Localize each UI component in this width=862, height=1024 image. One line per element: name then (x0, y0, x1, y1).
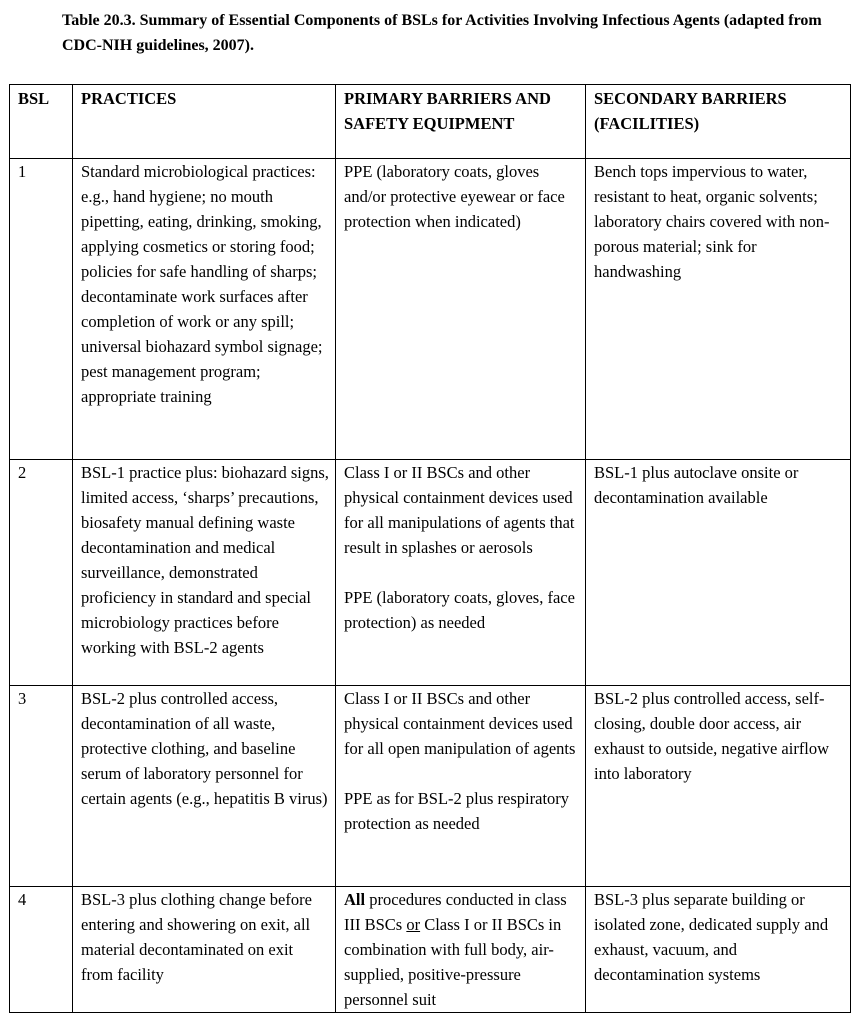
cell-primary-barriers (336, 887, 586, 1013)
header-practices: PRACTICES (73, 85, 336, 159)
header-secondary-barriers: SECONDARY BARRIERS (FACILITIES) (586, 85, 851, 159)
cell-primary-barriers (336, 686, 586, 887)
table-row (10, 460, 851, 686)
cell-secondary-barriers: BSL-3 plus separate building or isolated zone, dedicated supply and exhaust, vacuum, and decontamination systems (586, 887, 851, 1013)
cell-primary-barriers (336, 159, 586, 460)
table-row (10, 159, 851, 460)
header-bsl: BSL (10, 85, 73, 159)
table-caption: Table 20.3. Summary of Essential Components of BSLs for Activities Involving Infectious Agents (adapted from CDC-NIH guidelines, 2007). (62, 12, 822, 54)
cell-practices: Standard microbiological practices: e.g., hand hygiene; no mouth pipetting, eating, drinking, smoking, applying cosmetics or storing food; policies for safe handling of sharps; decontaminate work surfaces after completion of work or any spill; universal biohazard symbol signage; pest management program; appropriate training (73, 159, 336, 460)
primary-barriers-paragraph: Class I or II BSCs and other physical containment devices used for all open manipulation of agents (344, 689, 576, 758)
table-header-row (10, 85, 851, 159)
primary-barriers-paragraph: PPE (laboratory coats, gloves, face protection) as needed (344, 588, 575, 632)
cell-bsl-level: 2 (10, 460, 73, 686)
emphasis-or: or (406, 915, 421, 934)
cell-practices: BSL-3 plus clothing change before entering and showering on exit, all material decontaminated on exit from facility (73, 887, 336, 1013)
table-row (10, 887, 851, 1013)
cell-secondary-barriers: BSL-1 plus autoclave onsite or decontamination available (586, 460, 851, 686)
primary-barriers-paragraph: PPE (laboratory coats, gloves and/or protective eyewear or face protection when indicated) (344, 162, 565, 231)
cell-bsl-level: 3 (10, 686, 73, 887)
cell-practices: BSL-1 practice plus: biohazard signs, limited access, ‘sharps’ precautions, biosafety manual defining waste decontamination and medical surveillance, demonstrated proficiency in standard and special microbiology practices before working with BSL-2 agents (73, 460, 336, 686)
header-primary-barriers: PRIMARY BARRIERS AND SAFETY EQUIPMENT (336, 85, 586, 159)
cell-bsl-level: 4 (10, 887, 73, 1013)
cell-practices: BSL-2 plus controlled access, decontamination of all waste, protective clothing, and baseline serum of laboratory personnel for certain agents (e.g., hepatitis B virus) (73, 686, 336, 887)
cell-bsl-level: 1 (10, 159, 73, 460)
emphasis-all: All (344, 890, 366, 909)
cell-secondary-barriers: BSL-2 plus controlled access, self-closing, double door access, air exhaust to outside, negative airflow into laboratory (586, 686, 851, 887)
primary-text-b: Class I or II BSCs in combination with full body, air-supplied, positive-pressure personnel suit (344, 915, 562, 1009)
cell-secondary-barriers: Bench tops impervious to water, resistant to heat, organic solvents; laboratory chairs covered with non-porous material; sink for handwashing (586, 159, 851, 460)
primary-barriers-paragraph: PPE as for BSL-2 plus respiratory protection as needed (344, 789, 570, 833)
primary-barriers-paragraph: Class I or II BSCs and other physical containment devices used for all manipulations of agents that result in splashes or aerosols (344, 463, 575, 557)
primary-text-a: procedures conducted in class III BSCs (344, 890, 567, 934)
bsl-summary-table (9, 84, 851, 1013)
cell-primary-barriers (336, 460, 586, 686)
table-row (10, 686, 851, 887)
